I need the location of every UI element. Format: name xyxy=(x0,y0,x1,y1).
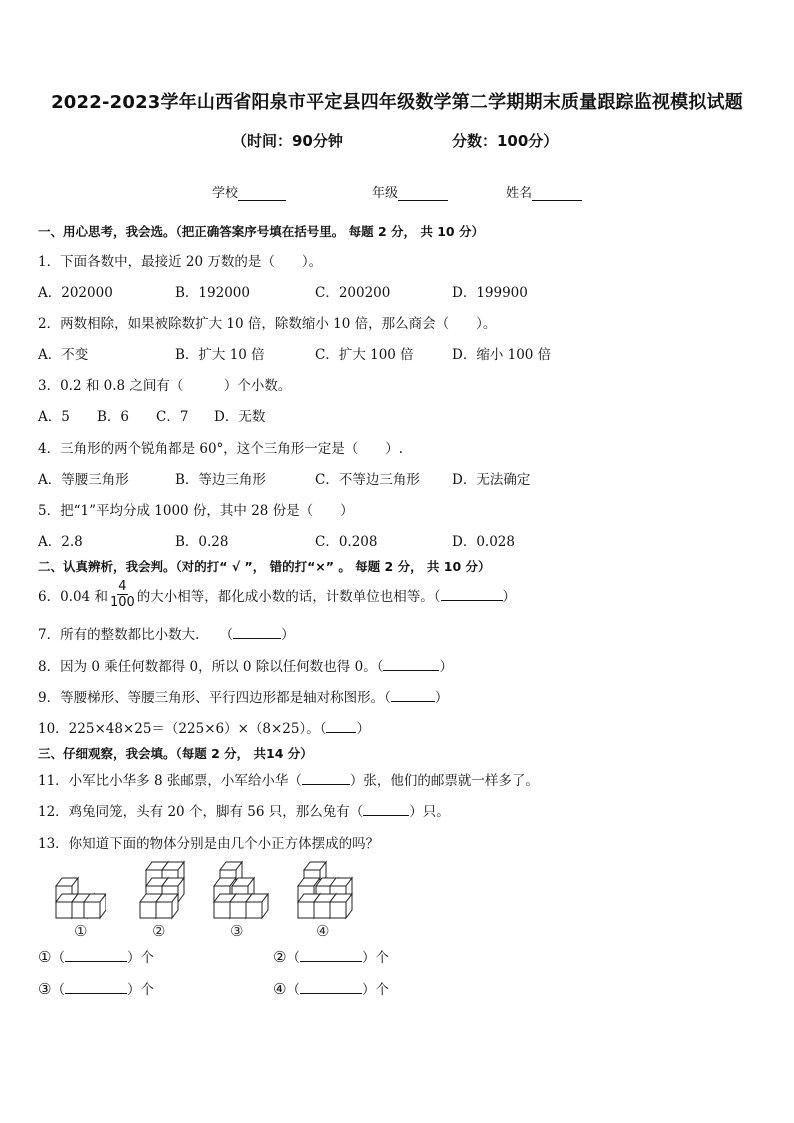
q13-answer-3 xyxy=(38,978,154,998)
q3-option-d[interactable]: D．无数 xyxy=(214,409,266,425)
q9-end: ） xyxy=(434,690,449,706)
question-2: 2．两数相除，如果被除数扩大 10 倍，除数缩小 10 倍，那么商会（ ）。 xyxy=(38,316,497,332)
answer-open-4: （ xyxy=(286,982,300,998)
exam-score: 分数：100分） xyxy=(452,132,559,150)
q4-option-b[interactable]: B．等边三角形 xyxy=(175,472,266,488)
question-13: 13．你知道下面的物体分别是由几个小正方体摆成的吗？ xyxy=(38,836,380,852)
question-9 xyxy=(38,686,448,706)
fraction-numerator: 4 xyxy=(118,579,127,594)
section-3-heading: 三、仔细观察，我会填。（每题 2 分， 共14 分） xyxy=(38,746,313,761)
fraction-4-100 xyxy=(110,579,135,610)
q5-option-b[interactable]: B．0.28 xyxy=(175,534,229,550)
q6-prefix: 6．0.04 和 xyxy=(38,589,108,605)
question-4: 4．三角形的两个锐角都是 60°，这个三角形一定是（ ）. xyxy=(38,441,404,457)
question-6 xyxy=(38,579,517,613)
cube-figure-4 xyxy=(294,860,356,922)
question-1: 1．下面各数中，最接近 20 万数的是（ ）。 xyxy=(38,254,323,270)
q11-prefix: 11．小军比小华多 8 张邮票，小军给小华（ xyxy=(38,773,302,789)
grade-label: 年级 xyxy=(372,186,399,201)
cube-figure-2 xyxy=(136,860,192,922)
school-blank[interactable] xyxy=(238,186,286,201)
answer-mark-2: ② xyxy=(273,948,287,966)
cube-figure-1 xyxy=(50,860,106,922)
q6-answer-blank[interactable] xyxy=(441,588,503,601)
name-label: 姓名 xyxy=(506,186,533,201)
q1-option-d[interactable]: D．199900 xyxy=(452,285,528,301)
cube-figure-3 xyxy=(210,860,270,922)
grade-blank[interactable] xyxy=(398,186,448,201)
q1-option-c[interactable]: C．200200 xyxy=(315,285,391,301)
q2-option-b[interactable]: B．扩大 10 倍 xyxy=(175,347,265,363)
figure-label-1: ① xyxy=(74,922,88,940)
q12-answer-blank[interactable] xyxy=(363,803,409,816)
q12-end: ）只。 xyxy=(409,804,450,820)
q8-end: ） xyxy=(439,659,453,675)
q2-option-d[interactable]: D．缩小 100 倍 xyxy=(452,347,552,363)
question-3: 3．0.2 和 0.8 之间有（ ）个小数。 xyxy=(38,378,292,394)
question-10 xyxy=(38,717,370,737)
answer-close-4: ）个 xyxy=(361,982,389,998)
section-1-heading: 一、用心思考，我会选。（把正确答案序号填在括号里。 每题 2 分， 共 10 分） xyxy=(38,224,484,239)
q13-answer-1 xyxy=(38,946,154,966)
q13-answer-4 xyxy=(273,978,389,998)
exam-title: 2022-2023学年山西省阳泉市平定县四年级数学第二学期期末质量跟踪监视模拟试题 xyxy=(51,92,743,113)
answer-open-1: （ xyxy=(51,950,65,966)
q13-answer-2 xyxy=(273,946,389,966)
exam-time: （时间：90分钟 xyxy=(232,132,343,150)
q13-blank-3[interactable] xyxy=(65,981,127,994)
grade-field[interactable] xyxy=(372,182,448,201)
q1-option-b[interactable]: B．192000 xyxy=(175,285,250,301)
q11-end: ）张，他们的邮票就一样多了。 xyxy=(349,773,539,789)
answer-mark-1: ① xyxy=(38,948,52,966)
q10-end: ） xyxy=(356,721,370,737)
q9-answer-blank[interactable] xyxy=(391,689,435,702)
answer-close-3: ）个 xyxy=(126,982,154,998)
q6-suffix: 的大小相等，都化成小数的话，计数单位也相等。（ xyxy=(136,589,441,605)
q2-option-c[interactable]: C．扩大 100 倍 xyxy=(315,347,414,363)
q6-end: ） xyxy=(502,589,517,605)
q8-prefix: 8．因为 0 乘任何数都得 0，所以 0 除以任何数也得 0。（ xyxy=(38,659,384,675)
q3-option-c[interactable]: C．7 xyxy=(156,409,189,425)
answer-close-2: ）个 xyxy=(361,950,389,966)
answer-close-1: ）个 xyxy=(126,950,154,966)
fraction-denominator: 100 xyxy=(109,595,135,610)
question-5: 5．把“1”平均分成 1000 份，其中 28 份是（ ） xyxy=(38,503,354,519)
figure-label-2: ② xyxy=(152,922,166,940)
answer-mark-3: ③ xyxy=(38,980,52,998)
question-8 xyxy=(38,655,453,675)
q5-option-c[interactable]: C．0.208 xyxy=(315,534,378,550)
q13-blank-4[interactable] xyxy=(300,981,362,994)
school-field[interactable] xyxy=(212,182,286,201)
q7-end: ） xyxy=(281,627,295,643)
q4-option-a[interactable]: A．等腰三角形 xyxy=(38,472,129,488)
figure-label-3: ③ xyxy=(230,922,244,940)
name-field[interactable] xyxy=(506,182,582,201)
answer-mark-4: ④ xyxy=(273,980,287,998)
q4-option-d[interactable]: D．无法确定 xyxy=(452,472,531,488)
answer-open-3: （ xyxy=(51,982,65,998)
name-blank[interactable] xyxy=(532,186,582,201)
q7-prefix: 7．所有的整数都比小数大. （ xyxy=(38,627,234,643)
q5-option-a[interactable]: A．2.8 xyxy=(38,534,83,550)
q1-option-a[interactable]: A．202000 xyxy=(38,285,113,301)
q10-prefix: 10．225×48×25＝（225×6）×（8×25）。（ xyxy=(38,721,327,737)
q11-answer-blank[interactable] xyxy=(302,772,350,785)
question-11 xyxy=(38,769,539,789)
question-12 xyxy=(38,800,450,820)
q3-option-a[interactable]: A．5 xyxy=(38,409,70,425)
school-label: 学校 xyxy=(212,186,239,201)
question-7 xyxy=(38,623,295,643)
q7-answer-blank[interactable] xyxy=(233,626,281,639)
q2-option-a[interactable]: A．不变 xyxy=(38,347,89,363)
q3-option-b[interactable]: B．6 xyxy=(97,409,130,425)
answer-open-2: （ xyxy=(286,950,300,966)
q10-answer-blank[interactable] xyxy=(326,720,356,733)
q8-answer-blank[interactable] xyxy=(383,658,439,671)
q4-option-c[interactable]: C．不等边三角形 xyxy=(315,472,420,488)
q13-blank-1[interactable] xyxy=(65,949,127,962)
q13-blank-2[interactable] xyxy=(300,949,362,962)
section-2-heading: 二、认真辨析，我会判。（对的打“ √ ”， 错的打“×” 。 每题 2 分， 共 10 分） xyxy=(38,559,491,574)
figure-label-4: ④ xyxy=(316,922,330,940)
q12-prefix: 12．鸡兔同笼，头有 20 个，脚有 56 只，那么兔有（ xyxy=(38,804,364,820)
q9-prefix: 9．等腰梯形、等腰三角形、平行四边形都是轴对称图形。（ xyxy=(38,690,391,706)
q5-option-d[interactable]: D．0.028 xyxy=(452,534,515,550)
